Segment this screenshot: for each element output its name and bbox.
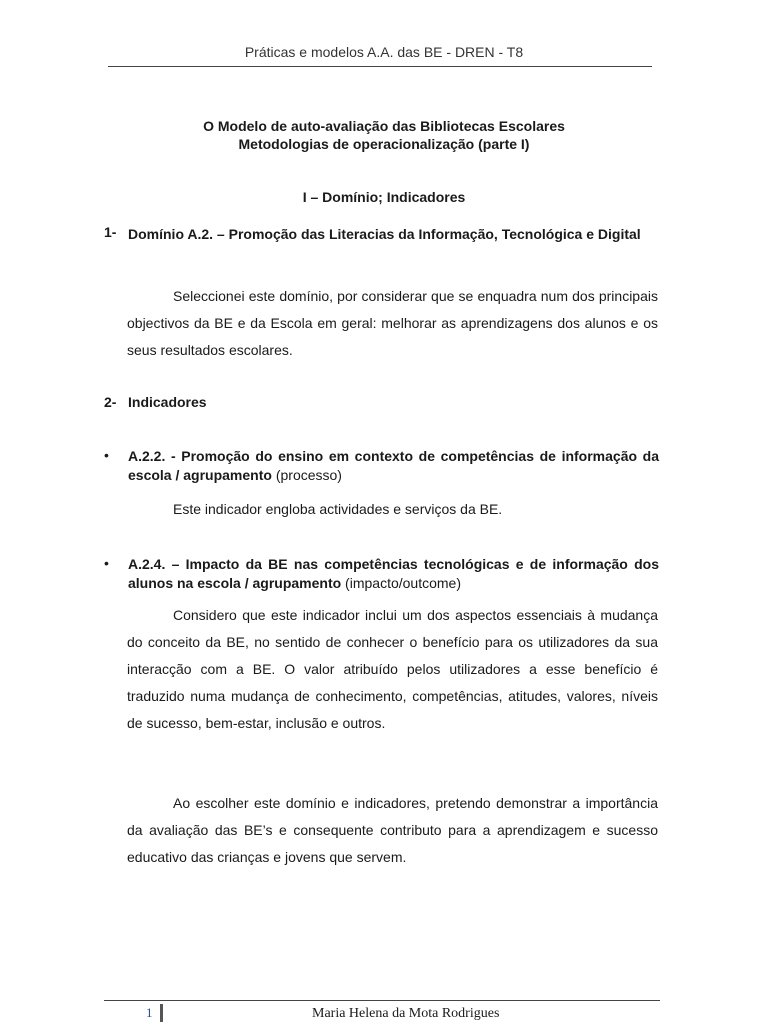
document-subtitle: Metodologias de operacionalização (parte I)	[238, 136, 530, 152]
page-header: Práticas e modelos A.A. das BE - DREN - T8	[244, 44, 524, 60]
item-1-paragraph: Seleccionei este domínio, por considerar que se enquadra num dos principais objectivos da BE e da Escola em geral: melhorar as aprendizagens dos alunos e os seus resultados escolares.	[127, 288, 658, 358]
item-2-heading	[104, 394, 207, 410]
item-1-heading	[104, 224, 664, 264]
bullet-2-normal: (impacto/outcome)	[341, 575, 461, 591]
item-1-number: 1-	[104, 224, 117, 240]
header-rule	[108, 66, 652, 67]
item-2-heading-text: Indicadores	[128, 394, 207, 410]
footer-rule	[104, 1000, 660, 1001]
bullet-2-bold: A.2.4. – Impacto da BE nas competências tecnológicas e de informação dos alunos na escola / agrupamento	[128, 556, 659, 591]
document-title: O Modelo de auto-avaliação das Bibliotecas Escolares	[203, 118, 565, 134]
item-1-heading-text: Domínio A.2. – Promoção das Literacias da Informação, Tecnológica e Digital	[128, 226, 641, 242]
bullet-2-paragraph: Considero que este indicador inclui um dos aspectos essenciais à mudança do conceito da BE, no sentido de conhecer o benefício para os utilizadores da sua interacção com a BE. O valor atribuído pelos utilizadores a esse benefício é traduzido numa mudança de conhecimento, competências, atitudes, valores, níveis de sucesso, bem-estar, inclusão e outros.	[127, 607, 658, 731]
bullet-1	[104, 447, 664, 487]
footer-author: Maria Helena da Mota Rodrigues	[312, 1006, 500, 1021]
bullet-2-symbol: •	[104, 555, 109, 571]
bullet-1-text	[128, 447, 659, 485]
page-number: 1	[146, 1005, 153, 1020]
section-title: I – Domínio; Indicadores	[302, 189, 466, 205]
page-number-bar	[160, 1004, 163, 1022]
bullet-1-symbol: •	[104, 447, 109, 463]
closing-paragraph: Ao escolher este domínio e indicadores, pretendo demonstrar a importância da avaliação das BE’s e consequente contributo para a aprendizagem e sucesso educativo das crianças e jovens que servem.	[127, 795, 658, 865]
bullet-2	[104, 555, 664, 595]
bullet-2-text	[128, 555, 659, 593]
bullet-1-normal: (processo)	[271, 467, 342, 483]
bullet-1-paragraph: Este indicador engloba actividades e serviços da BE.	[173, 501, 503, 517]
bullet-1-bold: A.2.2. - Promoção do ensino em contexto de competências de informação da escola / agrupamento	[128, 448, 659, 483]
item-2-number: 2-	[104, 394, 117, 410]
